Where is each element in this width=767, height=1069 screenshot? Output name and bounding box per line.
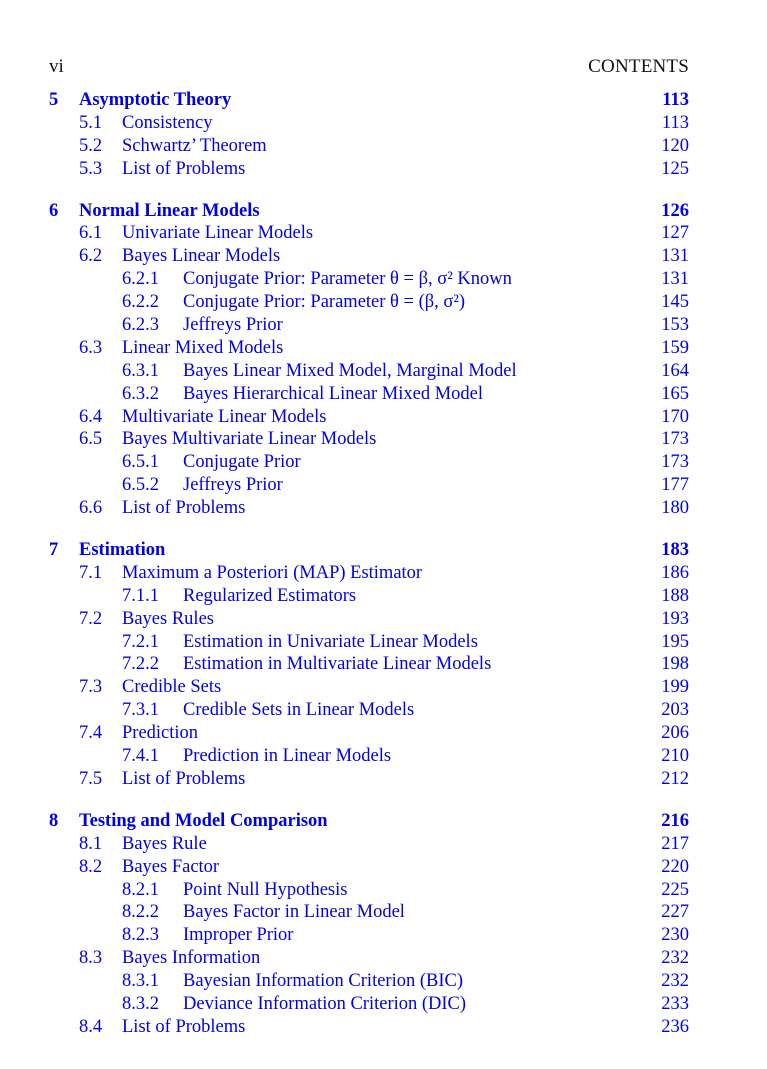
toc-subsection-entry[interactable] bbox=[49, 314, 689, 337]
toc-section-entry[interactable] bbox=[49, 245, 689, 268]
toc-entry-title[interactable]: Testing and Model Comparison bbox=[79, 810, 328, 831]
toc-entry-page[interactable]: 131 bbox=[661, 246, 689, 267]
toc-entry-title[interactable]: Bayes Hierarchical Linear Mixed Model bbox=[183, 383, 483, 404]
toc-section-entry[interactable] bbox=[49, 1016, 689, 1039]
toc-subsection-entry[interactable] bbox=[49, 699, 689, 722]
toc-entry-title[interactable]: Schwartz’ Theorem bbox=[122, 135, 267, 156]
toc-entry-title[interactable]: Maximum a Posteriori (MAP) Estimator bbox=[122, 562, 423, 583]
toc-entry-title[interactable]: Conjugate Prior: Parameter θ = (β, σ²) bbox=[183, 292, 466, 313]
toc-section-entry[interactable] bbox=[49, 768, 689, 791]
toc-subsection-entry[interactable] bbox=[49, 970, 689, 993]
toc-entry-number[interactable]: 8.1 bbox=[79, 833, 103, 854]
toc-entry-title[interactable]: Bayes Multivariate Linear Models bbox=[122, 429, 377, 450]
toc-subsection-entry[interactable] bbox=[49, 585, 689, 608]
toc-entry-title[interactable]: Bayes Linear Models bbox=[122, 246, 281, 267]
toc-subsection-entry[interactable] bbox=[49, 631, 689, 654]
toc-entry-number[interactable]: 8.3.1 bbox=[122, 971, 159, 992]
toc-section-entry[interactable] bbox=[49, 608, 689, 631]
toc-entry-page[interactable]: 113 bbox=[661, 112, 689, 133]
toc-entry-title[interactable]: List of Problems bbox=[122, 498, 246, 519]
toc-entry-number[interactable]: 8.2.3 bbox=[122, 925, 159, 946]
toc-entry-page[interactable]: 216 bbox=[661, 810, 689, 831]
toc-entry-number[interactable]: 5 bbox=[49, 90, 59, 110]
toc-entry-number[interactable]: 8 bbox=[49, 810, 59, 831]
toc-chapter-entry[interactable] bbox=[49, 539, 689, 562]
toc-entry-number[interactable]: 5.3 bbox=[79, 158, 103, 179]
toc-entry-page[interactable]: 188 bbox=[661, 585, 689, 606]
toc-entry-page[interactable]: 232 bbox=[661, 971, 689, 992]
toc-entry-number[interactable]: 6.4 bbox=[79, 406, 103, 427]
toc-entry-title[interactable]: Conjugate Prior bbox=[183, 452, 301, 473]
toc-entry-title[interactable]: Estimation in Multivariate Linear Models bbox=[183, 654, 492, 675]
toc-entry-number[interactable]: 7.2.2 bbox=[122, 654, 159, 675]
toc-subsection-entry[interactable] bbox=[49, 901, 689, 924]
toc-entry-page[interactable]: 120 bbox=[661, 135, 689, 156]
toc-section-entry[interactable] bbox=[49, 158, 689, 181]
toc-entry-title[interactable]: List of Problems bbox=[122, 1016, 246, 1037]
toc-entry-number[interactable]: 6.2.2 bbox=[122, 292, 159, 313]
toc-entry-title[interactable]: Bayes Information bbox=[122, 948, 261, 969]
toc-entry-page[interactable]: 206 bbox=[661, 723, 689, 744]
toc-entry-page[interactable]: 220 bbox=[661, 856, 689, 877]
toc-entry-page[interactable]: 193 bbox=[661, 608, 689, 629]
chapter-spacer bbox=[49, 181, 689, 200]
toc-entry-page[interactable]: 183 bbox=[661, 540, 689, 561]
toc-entry-title[interactable]: Point Null Hypothesis bbox=[183, 879, 348, 900]
toc-subsection-entry[interactable] bbox=[49, 745, 689, 768]
chapter-spacer bbox=[49, 791, 689, 810]
toc-section-entry[interactable] bbox=[49, 337, 689, 360]
toc-subsection-entry[interactable] bbox=[49, 383, 689, 406]
toc-entry-page[interactable]: 173 bbox=[661, 452, 689, 473]
toc-entry-title[interactable]: Bayesian Information Criterion (BIC) bbox=[183, 971, 464, 992]
toc-entry-title[interactable]: Regularized Estimators bbox=[183, 585, 357, 606]
toc-entry-page[interactable]: 212 bbox=[661, 768, 689, 789]
toc-entry-page[interactable]: 232 bbox=[661, 948, 689, 969]
toc-entry-title[interactable]: Deviance Information Criterion (DIC) bbox=[183, 993, 467, 1014]
toc-entry-page[interactable]: 159 bbox=[661, 337, 689, 358]
toc-section-entry[interactable] bbox=[49, 406, 689, 429]
toc-entry-number[interactable]: 6.2 bbox=[79, 246, 103, 267]
toc-entry-number[interactable]: 6.5.2 bbox=[122, 475, 159, 496]
toc-entry-title[interactable]: Jeffreys Prior bbox=[183, 475, 283, 496]
toc-entry-page[interactable]: 217 bbox=[661, 833, 689, 854]
toc-entry-number[interactable]: 8.2.1 bbox=[122, 879, 159, 900]
toc-entry-title[interactable]: Improper Prior bbox=[183, 925, 294, 946]
toc-entry-title[interactable]: List of Problems bbox=[122, 158, 246, 179]
toc-entry-title[interactable]: Multivariate Linear Models bbox=[122, 406, 327, 427]
toc-section-entry[interactable] bbox=[49, 562, 689, 585]
toc-entry-title[interactable]: Bayes Factor in Linear Model bbox=[183, 902, 405, 923]
toc-entry-number[interactable]: 7.3 bbox=[79, 677, 103, 698]
toc-subsection-entry[interactable] bbox=[49, 291, 689, 314]
toc-entry-title[interactable]: Consistency bbox=[122, 112, 213, 133]
toc-section-entry[interactable] bbox=[49, 112, 689, 135]
toc-entry-number[interactable]: 6 bbox=[49, 200, 59, 221]
toc-entry-number[interactable]: 8.2.2 bbox=[122, 902, 159, 923]
toc-subsection-entry[interactable] bbox=[49, 924, 689, 947]
toc-section-entry[interactable] bbox=[49, 497, 689, 520]
running-header bbox=[49, 56, 689, 80]
table-of-contents bbox=[49, 89, 689, 1039]
toc-entry-page[interactable]: 186 bbox=[661, 562, 689, 583]
toc-entry-number[interactable]: 8.3 bbox=[79, 948, 103, 969]
toc-entry-title[interactable]: List of Problems bbox=[122, 768, 246, 789]
toc-entry-number[interactable]: 8.3.2 bbox=[122, 993, 159, 1014]
toc-entry-title[interactable]: Estimation bbox=[79, 540, 166, 561]
toc-entry-number[interactable]: 7 bbox=[49, 540, 59, 561]
chapter-spacer bbox=[49, 520, 689, 539]
toc-entry-number[interactable]: 6.5 bbox=[79, 429, 103, 450]
toc-entry-number[interactable]: 7.1.1 bbox=[122, 585, 159, 606]
toc-chapter-entry[interactable] bbox=[49, 89, 689, 112]
toc-section-entry[interactable] bbox=[49, 856, 689, 879]
toc-entry-title[interactable]: Bayes Rules bbox=[122, 608, 214, 629]
toc-section-entry[interactable] bbox=[49, 135, 689, 158]
toc-entry-title[interactable]: Normal Linear Models bbox=[79, 200, 260, 221]
toc-entry-title[interactable]: Bayes Rule bbox=[122, 833, 207, 854]
toc-entry-page[interactable]: 126 bbox=[661, 200, 689, 221]
toc-entry-number[interactable]: 8.4 bbox=[79, 1016, 103, 1037]
toc-subsection-entry[interactable] bbox=[49, 879, 689, 902]
toc-subsection-entry[interactable] bbox=[49, 451, 689, 474]
toc-entry-page[interactable]: 236 bbox=[661, 1016, 689, 1037]
toc-entry-number[interactable]: 7.1 bbox=[79, 562, 103, 583]
toc-entry-page[interactable]: 153 bbox=[661, 315, 689, 336]
toc-entry-number[interactable]: 6.3.1 bbox=[122, 360, 159, 381]
toc-entry-title[interactable]: Univariate Linear Models bbox=[122, 223, 314, 244]
toc-subsection-entry[interactable] bbox=[49, 993, 689, 1016]
toc-entry-number[interactable]: 7.2 bbox=[79, 608, 103, 629]
toc-entry-page[interactable]: 127 bbox=[661, 223, 689, 244]
toc-entry-number[interactable]: 5.2 bbox=[79, 135, 103, 156]
toc-section-entry[interactable] bbox=[49, 676, 689, 699]
toc-entry-number[interactable]: 6.1 bbox=[79, 223, 103, 244]
toc-entry-number[interactable]: 7.4 bbox=[79, 723, 103, 744]
toc-entry-number[interactable]: 6.3 bbox=[79, 337, 103, 358]
toc-entry-page[interactable]: 125 bbox=[661, 158, 689, 179]
toc-subsection-entry[interactable] bbox=[49, 474, 689, 497]
toc-entry-title[interactable]: Prediction bbox=[122, 723, 199, 744]
toc-entry-page[interactable]: 180 bbox=[661, 498, 689, 519]
toc-entry-page[interactable]: 173 bbox=[661, 429, 689, 450]
toc-entry-page[interactable]: 227 bbox=[661, 902, 689, 923]
toc-section-entry[interactable] bbox=[49, 222, 689, 245]
toc-entry-title[interactable]: Credible Sets in Linear Models bbox=[183, 700, 415, 721]
page-number-label: vi bbox=[49, 56, 64, 77]
toc-section-entry[interactable] bbox=[49, 833, 689, 856]
toc-entry-title[interactable]: Bayes Factor bbox=[122, 856, 220, 877]
toc-entry-title[interactable]: Credible Sets bbox=[122, 677, 222, 698]
toc-entry-title[interactable]: Jeffreys Prior bbox=[183, 315, 283, 336]
toc-entry-number[interactable]: 8.2 bbox=[79, 856, 103, 877]
toc-section-entry[interactable] bbox=[49, 947, 689, 970]
toc-entry-number[interactable]: 6.6 bbox=[79, 498, 103, 519]
toc-entry-page[interactable]: 165 bbox=[661, 383, 689, 404]
toc-entry-page[interactable]: 225 bbox=[661, 879, 689, 900]
toc-entry-number[interactable]: 6.5.1 bbox=[122, 452, 159, 473]
toc-subsection-entry[interactable] bbox=[49, 653, 689, 676]
toc-section-entry[interactable] bbox=[49, 428, 689, 451]
toc-entry-page[interactable]: 170 bbox=[661, 406, 689, 427]
toc-entry-number[interactable]: 7.2.1 bbox=[122, 631, 159, 652]
toc-entry-number[interactable]: 6.3.2 bbox=[122, 383, 159, 404]
toc-entry-number[interactable]: 7.4.1 bbox=[122, 746, 159, 767]
toc-subsection-entry[interactable] bbox=[49, 268, 689, 291]
toc-entry-title[interactable]: Estimation in Univariate Linear Models bbox=[183, 631, 478, 652]
toc-entry-page[interactable]: 210 bbox=[661, 746, 689, 767]
toc-section-entry[interactable] bbox=[49, 722, 689, 745]
toc-chapter-entry[interactable] bbox=[49, 810, 689, 833]
running-title: CONTENTS bbox=[588, 56, 689, 77]
toc-entry-title[interactable]: Prediction in Linear Models bbox=[183, 746, 392, 767]
toc-entry-page[interactable]: 164 bbox=[661, 360, 689, 381]
toc-entry-title[interactable]: Linear Mixed Models bbox=[122, 337, 284, 358]
toc-entry-page[interactable]: 145 bbox=[661, 292, 689, 313]
toc-entry-number[interactable]: 7.3.1 bbox=[122, 700, 159, 721]
toc-entry-page[interactable]: 177 bbox=[661, 475, 689, 496]
toc-entry-title[interactable]: Conjugate Prior: Parameter θ = β, σ² Known bbox=[183, 269, 512, 290]
toc-entry-page[interactable]: 203 bbox=[661, 700, 689, 721]
toc-entry-number[interactable]: 5.1 bbox=[79, 112, 103, 133]
toc-entry-page[interactable]: 131 bbox=[661, 269, 689, 290]
toc-entry-number[interactable]: 6.2.3 bbox=[122, 315, 159, 336]
toc-entry-page[interactable]: 233 bbox=[661, 993, 689, 1014]
toc-entry-page[interactable]: 195 bbox=[661, 631, 689, 652]
toc-subsection-entry[interactable] bbox=[49, 360, 689, 383]
toc-entry-page[interactable]: 230 bbox=[661, 925, 689, 946]
toc-entry-title[interactable]: Bayes Linear Mixed Model, Marginal Model bbox=[183, 360, 517, 381]
toc-entry-number[interactable]: 6.2.1 bbox=[122, 269, 159, 290]
toc-entry-page[interactable]: 199 bbox=[661, 677, 689, 698]
toc-entry-page[interactable]: 198 bbox=[661, 654, 689, 675]
toc-entry-title[interactable]: Asymptotic Theory bbox=[79, 90, 232, 110]
toc-chapter-entry[interactable] bbox=[49, 200, 689, 223]
toc-entry-number[interactable]: 7.5 bbox=[79, 768, 103, 789]
toc-entry-page[interactable]: 113 bbox=[662, 90, 689, 110]
